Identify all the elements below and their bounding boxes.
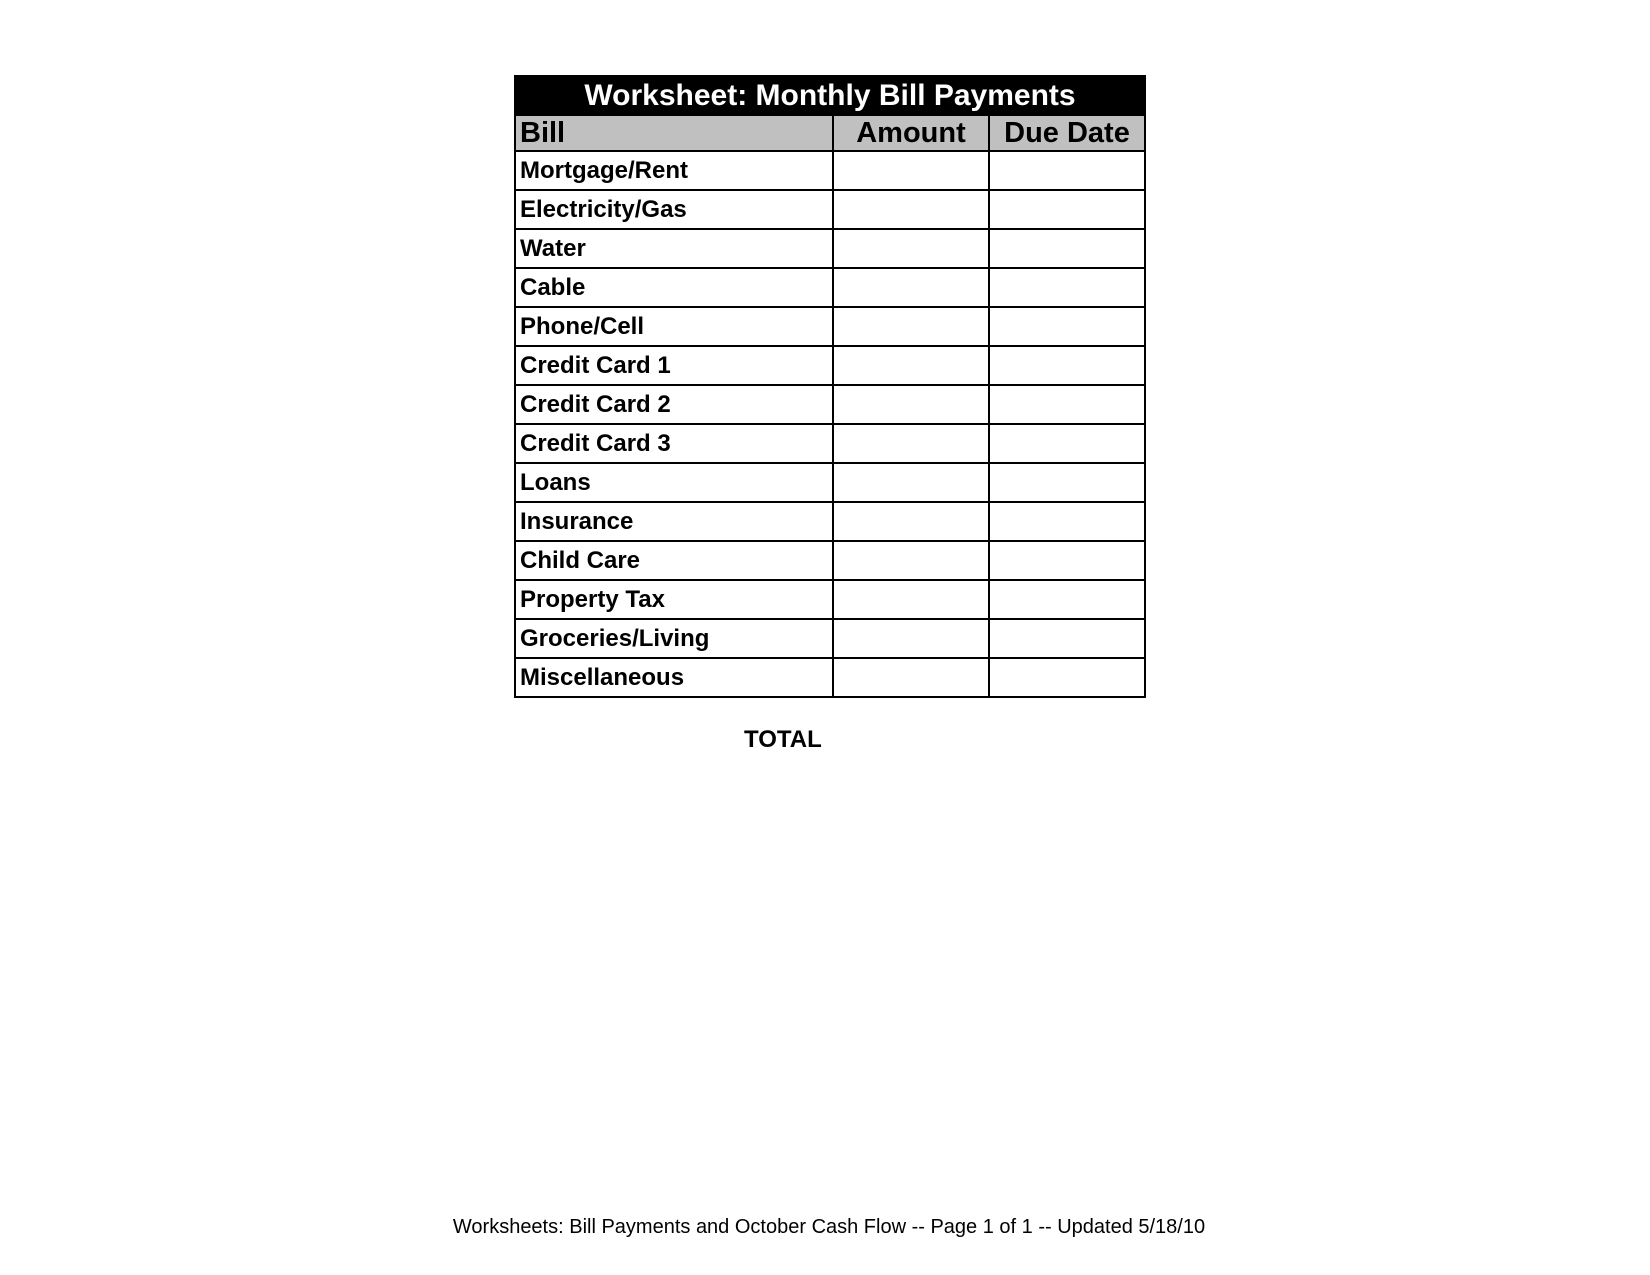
- amount-cell[interactable]: [833, 268, 989, 307]
- table-row: [515, 502, 1145, 541]
- worksheet-title: Worksheet: Monthly Bill Payments: [515, 76, 1145, 115]
- amount-cell[interactable]: [833, 190, 989, 229]
- footer-text: Worksheets: Bill Payments and October Cash Flow -- Page 1 of 1 -- Updated 5/18/10: [452, 1216, 1206, 1238]
- bill-rows: [515, 151, 1145, 697]
- bill-name-cell: Credit Card 3: [515, 424, 833, 463]
- due-date-cell[interactable]: [989, 346, 1145, 385]
- due-date-cell[interactable]: [989, 502, 1145, 541]
- amount-cell[interactable]: [833, 658, 989, 697]
- table-row: [515, 463, 1145, 502]
- page-footer: [0, 1215, 1650, 1239]
- due-date-cell[interactable]: [989, 658, 1145, 697]
- table-row: [515, 268, 1145, 307]
- table-row: [515, 385, 1145, 424]
- amount-cell[interactable]: [833, 346, 989, 385]
- title-row: [515, 76, 1145, 115]
- table-row: [515, 619, 1145, 658]
- header-row: [515, 115, 1145, 151]
- column-header-due-date: Due Date: [989, 115, 1145, 151]
- table-row: [515, 307, 1145, 346]
- table-row: [515, 580, 1145, 619]
- due-date-cell[interactable]: [989, 424, 1145, 463]
- bill-name-cell: Loans: [515, 463, 833, 502]
- due-date-cell[interactable]: [989, 541, 1145, 580]
- column-header-amount: Amount: [833, 115, 989, 151]
- due-date-cell[interactable]: [989, 307, 1145, 346]
- bill-name-cell: Credit Card 2: [515, 385, 833, 424]
- amount-cell[interactable]: [833, 229, 989, 268]
- column-header-bill: Bill: [515, 115, 833, 151]
- bill-name-cell: Mortgage/Rent: [515, 151, 833, 190]
- due-date-cell[interactable]: [989, 463, 1145, 502]
- table-row: [515, 190, 1145, 229]
- bill-name-cell: Insurance: [515, 502, 833, 541]
- due-date-cell[interactable]: [989, 580, 1145, 619]
- bill-name-cell: Cable: [515, 268, 833, 307]
- table-row: [515, 658, 1145, 697]
- table-row: [515, 346, 1145, 385]
- due-date-cell[interactable]: [989, 190, 1145, 229]
- amount-cell[interactable]: [833, 580, 989, 619]
- due-date-cell[interactable]: [989, 229, 1145, 268]
- bill-name-cell: Child Care: [515, 541, 833, 580]
- bill-payments-table: [514, 75, 1146, 698]
- amount-cell[interactable]: [833, 463, 989, 502]
- bill-name-cell: Miscellaneous: [515, 658, 833, 697]
- bill-name-cell: Credit Card 1: [515, 346, 833, 385]
- amount-cell[interactable]: [833, 151, 989, 190]
- bill-name-cell: Water: [515, 229, 833, 268]
- amount-cell[interactable]: [833, 385, 989, 424]
- due-date-cell[interactable]: [989, 268, 1145, 307]
- due-date-cell[interactable]: [989, 385, 1145, 424]
- total-label: TOTAL: [744, 726, 822, 753]
- bill-name-cell: Property Tax: [515, 580, 833, 619]
- amount-cell[interactable]: [833, 541, 989, 580]
- amount-cell[interactable]: [833, 502, 989, 541]
- due-date-cell[interactable]: [989, 619, 1145, 658]
- table-row: [515, 541, 1145, 580]
- bill-name-cell: Electricity/Gas: [515, 190, 833, 229]
- due-date-cell[interactable]: [989, 151, 1145, 190]
- table-row: [515, 424, 1145, 463]
- bill-name-cell: Phone/Cell: [515, 307, 833, 346]
- table-row: [515, 151, 1145, 190]
- amount-cell[interactable]: [833, 424, 989, 463]
- bill-payments-worksheet: [514, 75, 1144, 698]
- bill-name-cell: Groceries/Living: [515, 619, 833, 658]
- amount-cell[interactable]: [833, 619, 989, 658]
- amount-cell[interactable]: [833, 307, 989, 346]
- table-row: [515, 229, 1145, 268]
